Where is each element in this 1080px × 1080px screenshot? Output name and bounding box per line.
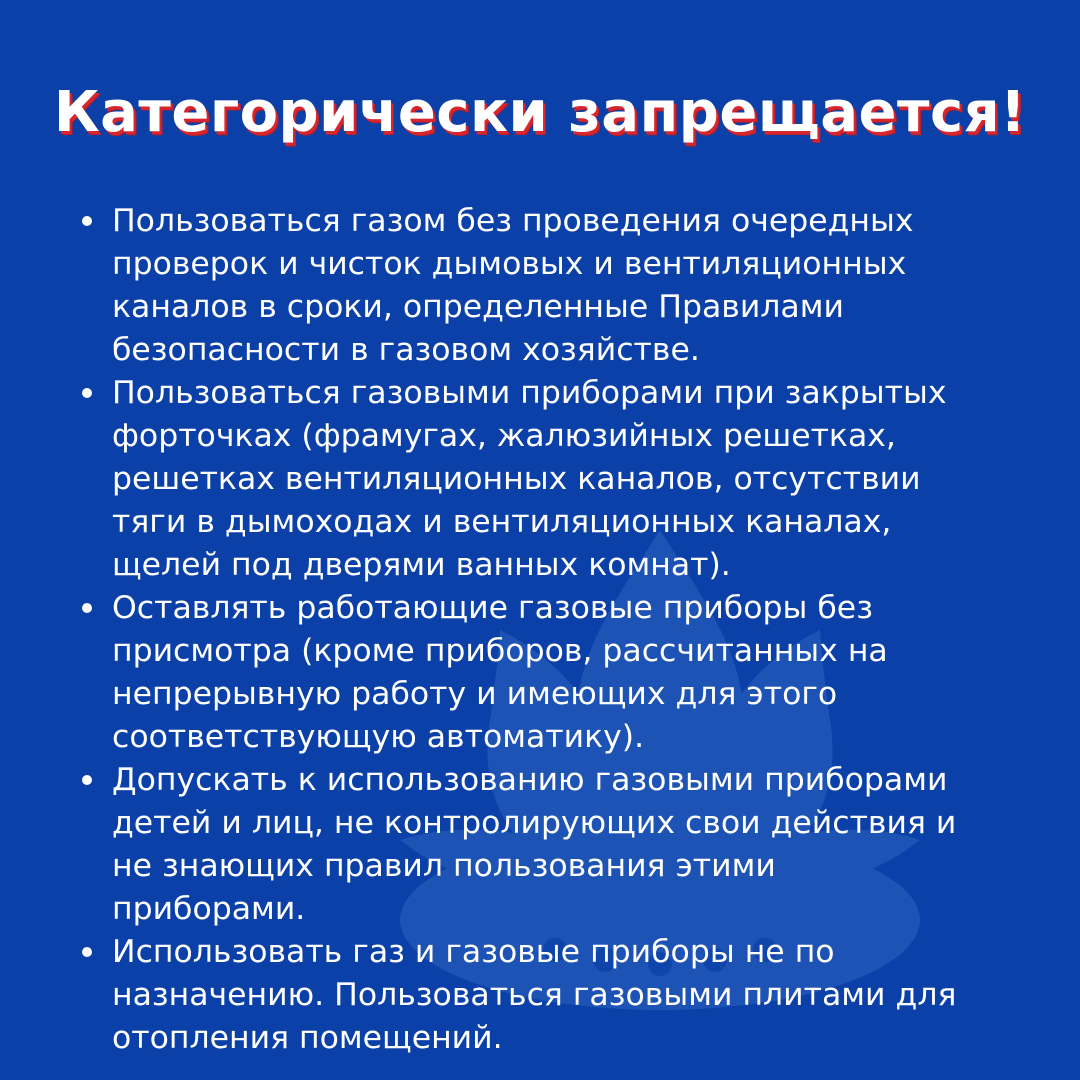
list-item-line: Пользоваться газом без проведения очередных: [112, 203, 914, 239]
list-item-line: решетках вентиляционных каналов, отсутствии: [112, 461, 921, 497]
list-item-line: присмотра (кроме приборов, рассчитанных на: [112, 633, 888, 669]
bullet-icon: [82, 216, 92, 226]
list-item-line: приборами.: [112, 891, 306, 927]
list-item-line: тяги в дымоходах и вентиляционных каналах,: [112, 504, 892, 540]
bullet-icon: [82, 775, 92, 785]
list-item-line: соответствующую автоматику).: [112, 719, 645, 755]
list-item-line: щелей под дверями ванных комнат).: [112, 547, 731, 583]
list-item-line: Допускать к использованию газовыми приборами: [112, 762, 948, 798]
bullet-icon: [82, 947, 92, 957]
list-item-line: не знающих правил пользования этими: [112, 848, 776, 884]
page-title: Категорически запрещается!: [53, 80, 1027, 145]
list-item-line: отопления помещений.: [112, 1020, 503, 1056]
list-item-line: Использовать газ и газовые приборы не по: [112, 934, 835, 970]
list-item: [82, 931, 1042, 1060]
list-item-line: назначению. Пользоваться газовыми плитами для: [112, 977, 957, 1013]
list-item-line: каналов в сроки, определенные Правилами: [112, 289, 844, 325]
list-item-line: Оставлять работающие газовые приборы без: [112, 590, 873, 626]
list-item-line: проверок и чисток дымовых и вентиляционных: [112, 246, 907, 282]
list-item-line: непрерывную работу и имеющих для этого: [112, 676, 838, 712]
prohibitions-list: [82, 200, 1042, 1060]
list-item-line: форточках (фрамугах, жалюзийных решетках,: [112, 418, 896, 454]
bullet-icon: [82, 388, 92, 398]
list-item: [82, 372, 1042, 587]
list-item-line: безопасности в газовом хозяйстве.: [112, 332, 700, 368]
list-item: [82, 200, 1042, 372]
list-item-line: Пользоваться газовыми приборами при закрытых: [112, 375, 947, 411]
bullet-icon: [82, 603, 92, 613]
list-item: [82, 587, 1042, 759]
list-item-line: детей и лиц, не контролирующих свои действия и: [112, 805, 957, 841]
list-item: [82, 759, 1042, 931]
